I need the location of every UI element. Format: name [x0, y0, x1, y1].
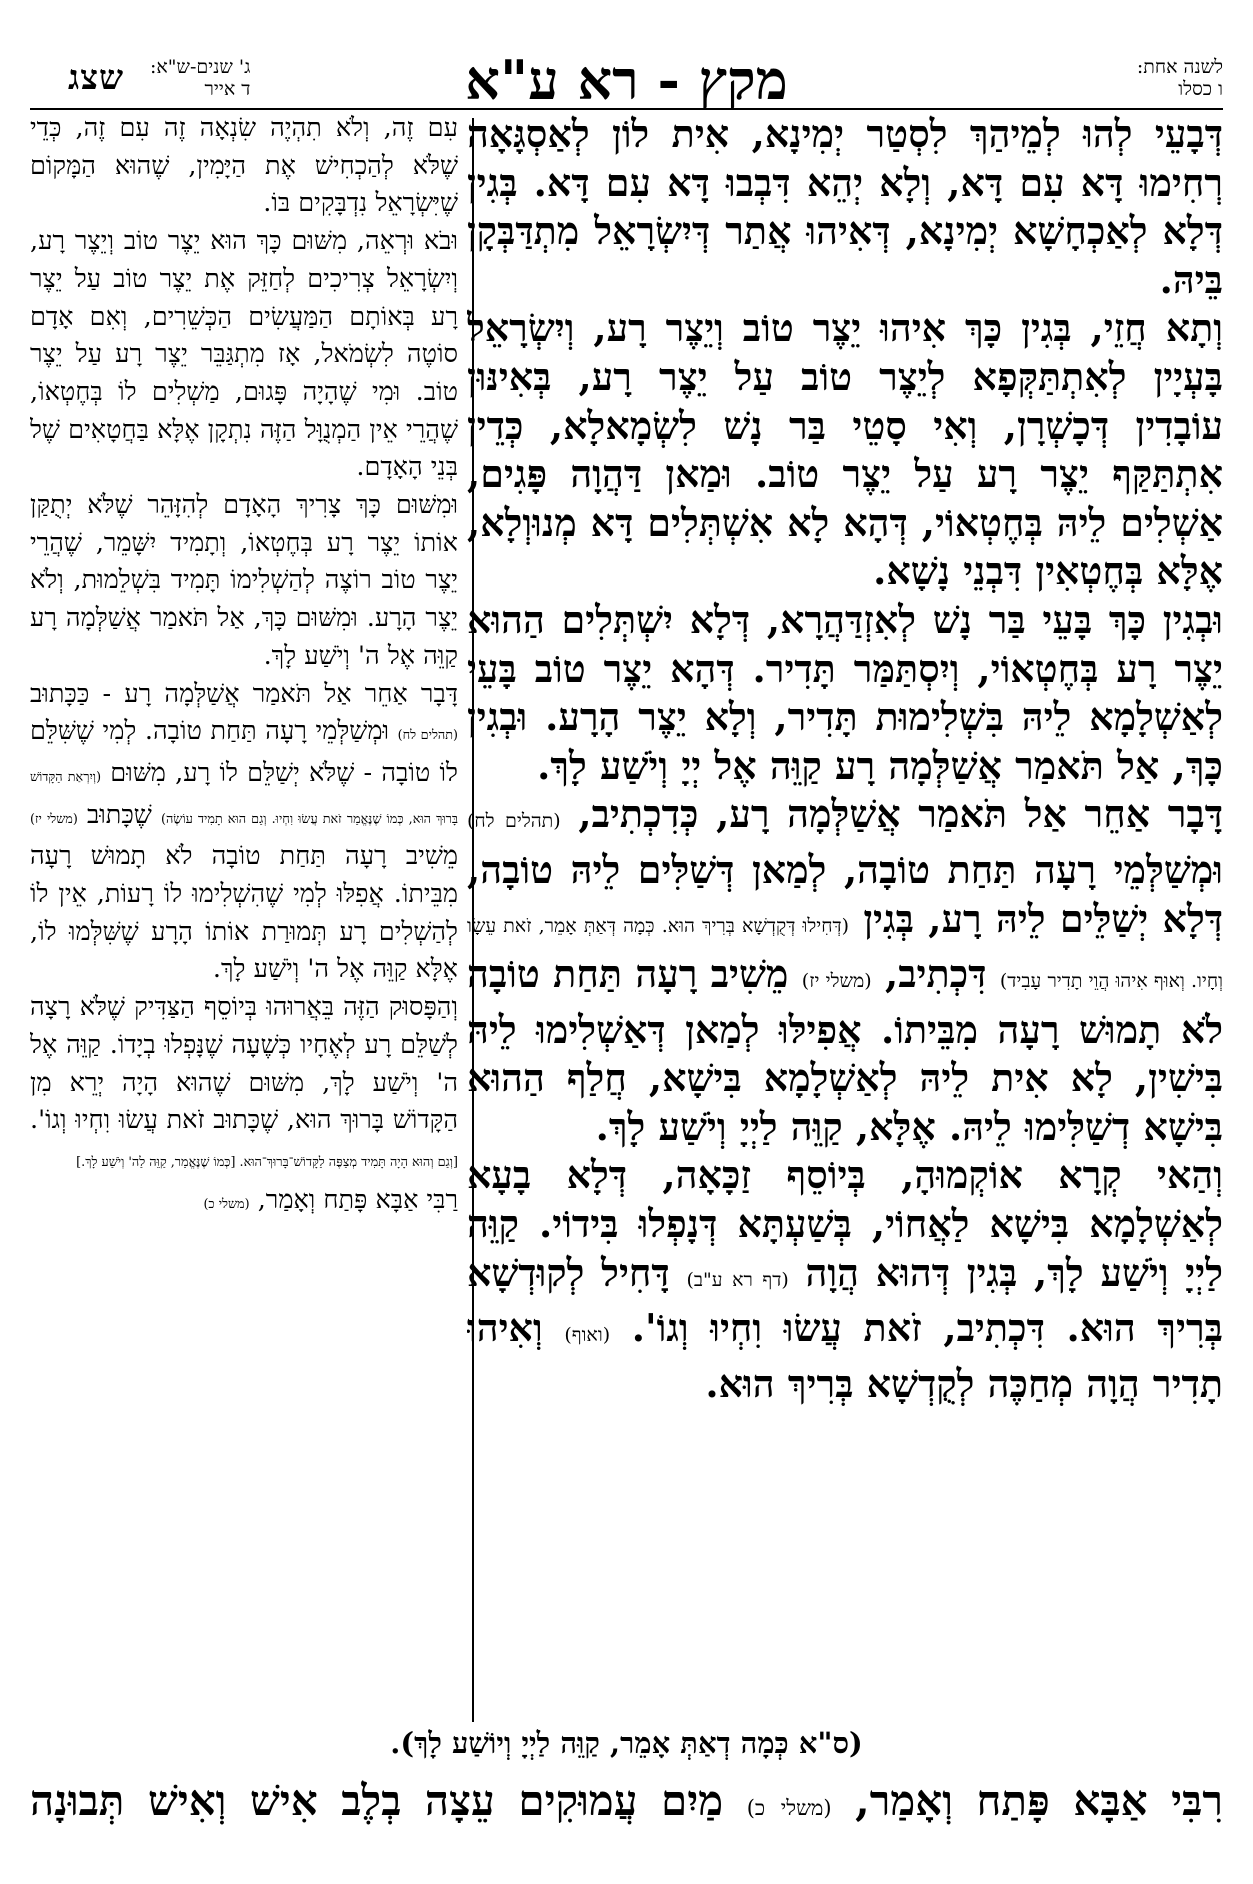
main-text: דָּבָר אַחֵר אַל תֹּאמַר אֲשַׁלְּמָה רָע, כְּדִכְתִיב,	[578, 791, 1223, 837]
main-text: וְתָא חֲזֵי, בְּגִין כָּךְ אִיהוּ יֵצֶר טוֹב וְיֵצֶר רָע, וְיִשְׂרָאֵל בָּעְיָין לְאִתְתַּקְּפָא לְיֵצֶר טוֹב עַל יֵצֶר רָע, בְּאִינּוּן עוֹבָדִין דְּכָשְׁרָן, וְאִי סָטֵי בַּר נָשׁ לִשְׂמָאלָא, כְּדֵין אִתְתַּקַּף יֵצֶר רָע עַל יֵצֶר טוֹב. וּמַאן דַּהֲוָה פָּגִים, אַשְׁלִים לֵיהּ בְּחֶטְאוֹי, דְּהָא לָא אִשְׁתְּלִים דָּא מְנוּוְלָא, אֶלָּא בְּחֶטְאִין דִּבְנֵי נָשָׁא.	[467, 305, 1223, 594]
page-header	[30, 48, 1223, 112]
bottom-alternate-note: (ס"א כְּמָה דְאַתְּ אָמֵר, קַוֵּה לַיְיָ וְיוֹשַׁע לָךְ).	[390, 1726, 863, 1760]
schedule-three-years-date: ד אייר	[204, 78, 251, 100]
column-divider	[472, 118, 474, 1722]
source-reference: (משלי כ)	[203, 1196, 250, 1212]
alternate-reading-note: [וְגַם וְהוּא הָיָה תָּמִיד מְצַפֶּה לַקָּדוֹשׁ־בָּרוּךְ־הוּא. [כְּמוֹ שֶׁנֶּאֱמַר, קַוֵּה לַה' וְיֹשַׁע לָךְ.]	[76, 1154, 458, 1170]
main-text: וְהַאי קְרָא אוֹקְמוּהָ, בְּיוֹסֵף זַכָּאָה, דְּלָא בָעָא לְאַשְׁלָמָא בִּישָׁא לַאֲחוֹי, בְּשַׁעְתָּא דְּנָפְלוּ בִּידוֹי. קַוֵּה לַיְיָ וְיֹשַׁע לָךְ, בְּגִין דְּהוּא הֲוָה	[467, 1152, 1223, 1295]
side-paragraph	[30, 676, 458, 990]
side-text: דָּבָר אַחֵר אַל תֹּאמַר אֲשַׁלְּמָה רָע - כַּכָּתוּב	[30, 678, 458, 709]
side-text: רַבִּי אַבָּא פָּתַח וְאָמַר,	[257, 1184, 458, 1215]
bottom-main-line	[30, 1775, 1223, 1834]
main-paragraph	[467, 1151, 1223, 1408]
schedule-one-year-date: ו כסלו	[1178, 78, 1223, 100]
main-text: דָּחִיל לְקוּדְשָׁא בְּרִיךְ הוּא. דִּכְתִיב, זֹאת עֲשׂוּ וִחְיוּ וְגוֹ'.	[467, 1249, 1223, 1351]
side-column-hebrew-translation	[30, 110, 458, 1722]
page-title: מקץ - רא ע"א	[465, 48, 788, 112]
main-column-aramaic	[467, 110, 1223, 1722]
side-text: וּבֹא וּרְאֵה, מִשּׁוּם כָּךְ הוּא יֵצֶר טוֹב וְיֵצֶר רָע, וְיִשְׂרָאֵל צְרִיכִים לְחַזֵּק אֶת יֵצֶר טוֹב עַל יֵצֶר רָע בְּאוֹתָם הַמַּעֲשִׂים הַכְּשֵׁרִים, וְאִם אָדָם סוֹטֶה לִשְׂמֹאל, אָז מִתְגַּבֵּר יֵצֶר רָע עַל יֵצֶר טוֹב. וּמִי שֶׁהָיָה פָּגוּם, מַשְׁלִים לוֹ בְּחֶטְאוֹ, שֶׁהֲרֵי אֵין הַמְנֻוָּל הַזֶּה נִתְקָן אֶלָּא בַּחֲטָאִים שֶׁל בְּנֵי הָאָדָם.	[30, 226, 458, 483]
side-text: שֶׁכָּתוּב	[86, 799, 152, 830]
main-paragraph	[467, 304, 1223, 596]
side-text: וּמְשַׁלְּמֵי רָעָה תַּחַת טוֹבָה. לְמִי שֶׁשִּׁלֵּם לוֹ טוֹבָה - שֶׁלֹּא יְשַׁלֵּם לוֹ רָע, מִשּׁוּם	[30, 716, 458, 788]
main-text: וְאִיהוּ תָדִיר הֲוָה מְחַכֶּה לְקֻדְשָׁא בְּרִיךְ הוּא.	[467, 1305, 1223, 1406]
source-reference: (תהלים לח)	[397, 728, 458, 744]
side-text: וְהַפָּסוּק הַזֶּה בֵּאֲרוּהוּ בְּיוֹסֵף הַצַּדִּיק שֶׁלֹּא רָצָה לְשַׁלֵּם רָע לְאֶחָיו כְּשֶׁעָה שֶׁנָּפְלוּ בְיָדוֹ. קַוֵּה אֶל ה' וְיֹשַׁע לָךְ, מִשּׁוּם שֶׁהוּא הָיָה יְרֵא מִן הַקָּדוֹשׁ בָּרוּךְ הוּא, שֶׁכָּתוּב זֹאת עֲשׂוּ וִחְיוּ וְגוֹ'.	[30, 992, 458, 1136]
side-paragraph	[30, 110, 458, 223]
alternate-reading-note: (ואוף)	[564, 1324, 611, 1347]
main-text: וּמְשַׁלְּמֵי רָעָה תַּחַת טוֹבָה, לְמַאן דְּשַׁלִּים לֵיהּ טוֹבָה, דְּלָא יְשַׁלֵּים לֵיהּ רָע, בְּגִין	[467, 846, 1223, 941]
page-number: שצג	[68, 58, 125, 98]
source-reference: (משלי יז)	[30, 811, 78, 827]
bottom-text-start: רִבִּי אַבָּא פָּתַח וְאָמַר,	[855, 1776, 1223, 1825]
side-paragraph	[30, 1182, 458, 1224]
main-text: מֵשִׁיב רָעָה תַּחַת טוֹבָה לֹא תָמוּשׁ רָעָה מִבֵּיתוֹ. אֲפִילּוּ לְמַאן דְּאַשְׁלִימוּ לֵיהּ בִּישִׁין, לָא אִית לֵיהּ לְאַשְׁלָמָא בִּישָׁא, חֲלַף הַהוּא בִּישָׁא דְשַׁלִּימוּ לֵיהּ. אֶלָּא, קַוֵּה לַיְיָ וְיֹשַׁע לָךְ.	[467, 951, 1223, 1149]
folio-reference: (דף רא ע"ב)	[686, 1268, 789, 1291]
schedule-three-years	[150, 56, 250, 100]
source-reference: (תהלים לח)	[467, 810, 561, 833]
alternate-reading-note: (דְּחִילוּ דְּקֻדְשָׁא בְּרִיךְ הוּא. כְּמָה דְּאַתְּ אָמֵר, זֹאת עֵשָׂו וְחָיו. וְאוּף אִיהוּ הֲוֵי תָדִיר עָבִיד)	[467, 914, 1223, 993]
source-reference: (משלי יז)	[801, 970, 872, 993]
side-paragraph	[30, 223, 458, 487]
main-paragraph	[467, 596, 1223, 790]
alternate-reading-note: (וְיִרְאַת הַקָּדוֹשׁ בָּרוּךְ הוּא, כְּמוֹ שֶׁנֶּאֱמַר זֹאת עֲשׂוּ וִחְיוּ. וְגַם הוּא תָמִיד עוֹשֶׂה)	[30, 769, 458, 827]
source-reference: (משלי כ)	[746, 1796, 832, 1820]
main-text: דְּבָעֵי לְהוּ לְמֵיהַךְ לִסְטַר יְמִינָא, אִית לוֹן לְאַסְגָּאָה רְחִימוּ דָּא עִם דָּא, וְלָא יְהֵא דִּבְבוּ דָּא עִם דָּא. בְּגִין דְּלָא לְאַכְחָשָׁא יְמִינָא, דְּאִיהוּ אֲתַר דְּיִשְׂרָאֵל מִתְדַּבְּקָן בֵּיהּ.	[467, 111, 1223, 302]
bottom-text-end: מַיִם עֲמוּקִים עֵצָה בְלֶב אִישׁ וְאִישׁ תְּבוּנָה	[30, 1776, 724, 1825]
side-paragraph	[30, 487, 458, 676]
side-text: וּמִשּׁוּם כָּךְ צָרִיךְ הָאָדָם לְהִזָּהֵר שֶׁלֹּא יְתֻקַּן אוֹתוֹ יֵצֶר רָע בְּחֶטְאוֹ, וְתָמִיד יִשָּׁמֵר, שֶׁהֲרֵי יֵצֶר טוֹב רוֹצֶה לְהַשְׁלִימוֹ תָּמִיד בִּשְׁלֵמוּת, וְלֹא יֵצֶר הָרָע. וּמִשּׁוּם כָּךְ, אַל תֹּאמַר אֲשַׁלְּמָה רָע קַוֵּה אֶל ה' וְיֹשַׁע לָךְ.	[30, 490, 458, 671]
main-text: דִּכְתִיב,	[884, 951, 987, 997]
schedule-three-years-label: ג' שנים-ש"א:	[150, 56, 251, 78]
side-text: מֵשִׁיב רָעָה תַּחַת טוֹבָה לֹא תָמוּשׁ רָעָה מִבֵּיתוֹ. אֲפִלּוּ לְמִי שֶׁהִשְׁלִימוּ לוֹ רָעוֹת, אֵין לוֹ לְהַשְׁלִים רָע תְּמוּרַת אוֹתוֹ הָרָע שֶׁשִּׁלְּמוּ לוֹ, אֶלָּא קַוֵּה אֶל ה' וְיֹשַׁע לָךְ.	[30, 841, 458, 985]
schedule-one-year-label: לשנה אחת:	[1136, 56, 1223, 78]
main-paragraph	[467, 790, 1223, 1151]
main-paragraph	[467, 110, 1223, 304]
side-paragraph	[30, 989, 458, 1182]
side-text: עִם זֶה, וְלֹא תִהְיֶה שִׂנְאָה זֶה עִם זֶה, כְּדֵי שֶׁלֹּא לְהַכְחִישׁ אֶת הַיָּמִין, שֶׁהוּא הַמָּקוֹם שֶׁיִּשְׂרָאֵל נִדְבָּקִים בּוֹ.	[30, 113, 458, 219]
main-text: וּבְגִין כָּךְ בָּעֵי בַּר נָשׁ לְאִזְדַּהֲרָא, דְּלָא יִשְׁתְּלִים הַהוּא יֵצֶר רָע בְּחֶטְאוֹי, וְיִסְתַּמַּר תָּדִיר. דְּהָא יֵצֶר טוֹב בָּעֵי לְאַשְׁלָמָא לֵיהּ בִּשְׁלִימוּת תָּדִיר, וְלָא יֵצֶר הָרָע. וּבְגִין כָּךְ, אַל תֹּאמַר אֲשַׁלְּמָה רָע קַוֵּה אֶל יְיָ וְיֹשַׁע לָךְ.	[467, 596, 1223, 788]
